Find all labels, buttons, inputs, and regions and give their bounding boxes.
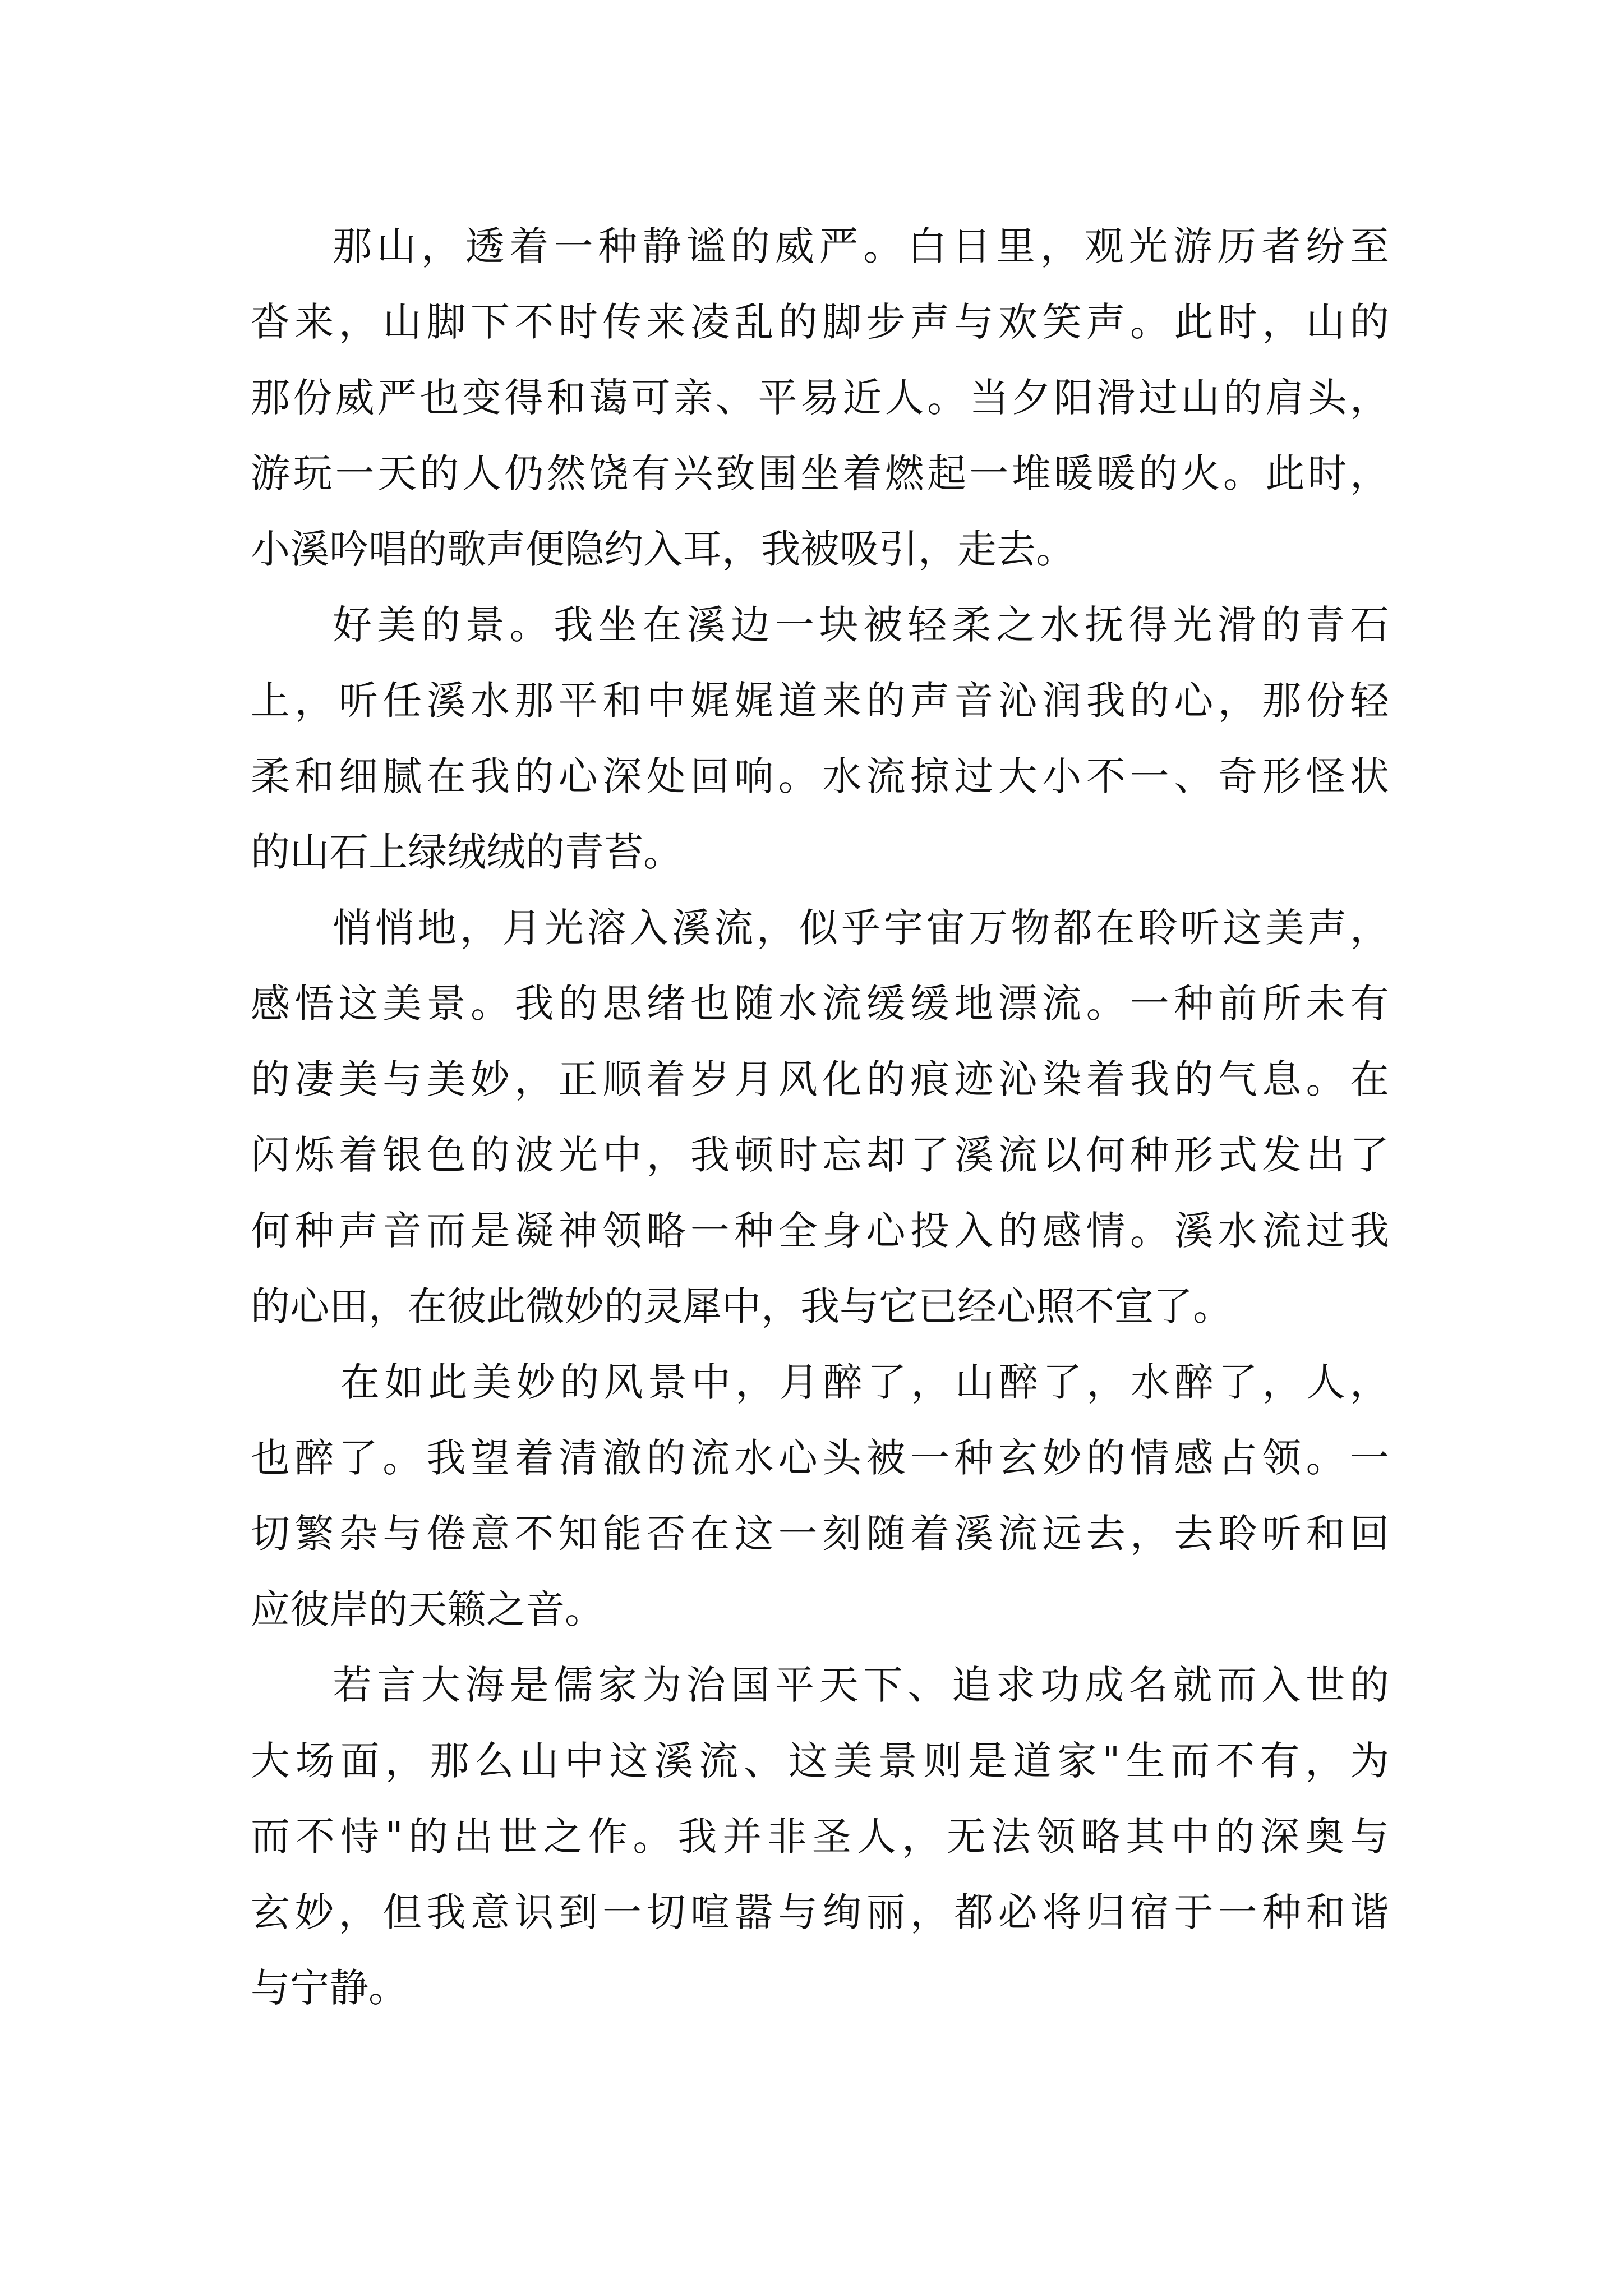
article-body xyxy=(251,209,1389,2026)
text-line: 闪烁着银色的波光中，我顿时忘却了溪流以何种形式发出了 xyxy=(251,1132,1389,1178)
text-line: 在如此美妙的风景中，月醉了，山醉了，水醉了，人， xyxy=(340,1359,1389,1405)
text-line: 好美的景。我坐在溪边一块被轻柔之水抚得光滑的青石 xyxy=(333,602,1389,648)
text-line: 的凄美与美妙，正顺着岁月风化的痕迹沁染着我的气息。在 xyxy=(251,1056,1389,1102)
paragraph xyxy=(251,587,1389,890)
text-line: 悄悄地，月光溶入溪流，似乎宇宙万物都在聆听这美声， xyxy=(333,905,1389,951)
text-line: 上，听任溪水那平和中娓娓道来的声音沁润我的心，那份轻 xyxy=(251,678,1389,724)
text-line: 那山，透着一种静谧的威严。白日里，观光游历者纷至 xyxy=(333,223,1389,269)
text-line: 也醉了。我望着清澈的流水心头被一种玄妙的情感占领。一 xyxy=(251,1435,1389,1481)
text-line: 切繁杂与倦意不知能否在这一刻随着溪流远去，去聆听和回 xyxy=(251,1511,1389,1557)
text-line: 柔和细腻在我的心深处回响。水流掠过大小不一、奇形怪状 xyxy=(251,753,1389,799)
text-line: 沓来，山脚下不时传来凌乱的脚步声与欢笑声。此时，山的 xyxy=(251,299,1389,345)
paragraph xyxy=(251,890,1389,1345)
text-line: 小溪吟唱的歌声便隐约入耳，我被吸引，走去。 xyxy=(251,526,1075,572)
text-line: 那份威严也变得和蔼可亲、平易近人。当夕阳滑过山的肩头， xyxy=(251,375,1389,421)
paragraph xyxy=(251,1345,1389,1648)
text-line: 应彼岸的天籁之音。 xyxy=(251,1586,604,1632)
text-line: 而不恃"的出世之作。我并非圣人，无法领略其中的深奥与 xyxy=(251,1814,1389,1860)
text-line: 何种声音而是凝神领略一种全身心投入的感情。溪水流过我 xyxy=(251,1208,1389,1254)
text-line: 玄妙，但我意识到一切喧嚣与绚丽，都必将归宿于一种和谐 xyxy=(251,1889,1389,1935)
paragraph xyxy=(251,209,1389,587)
text-line: 大场面，那么山中这溪流、这美景则是道家"生而不有，为 xyxy=(251,1738,1389,1784)
text-line: 与宁静。 xyxy=(251,1965,408,2011)
text-line: 的山石上绿绒绒的青苔。 xyxy=(251,829,683,875)
text-line: 游玩一天的人仍然饶有兴致围坐着燃起一堆暖暖的火。此时， xyxy=(251,450,1389,496)
text-line: 若言大海是儒家为治国平天下、追求功成名就而入世的 xyxy=(333,1662,1389,1708)
text-line: 的心田，在彼此微妙的灵犀中，我与它已经心照不宣了。 xyxy=(251,1283,1232,1329)
text-line: 感悟这美景。我的思绪也随水流缓缓地漂流。一种前所未有 xyxy=(251,981,1389,1027)
paragraph xyxy=(251,1648,1389,2026)
